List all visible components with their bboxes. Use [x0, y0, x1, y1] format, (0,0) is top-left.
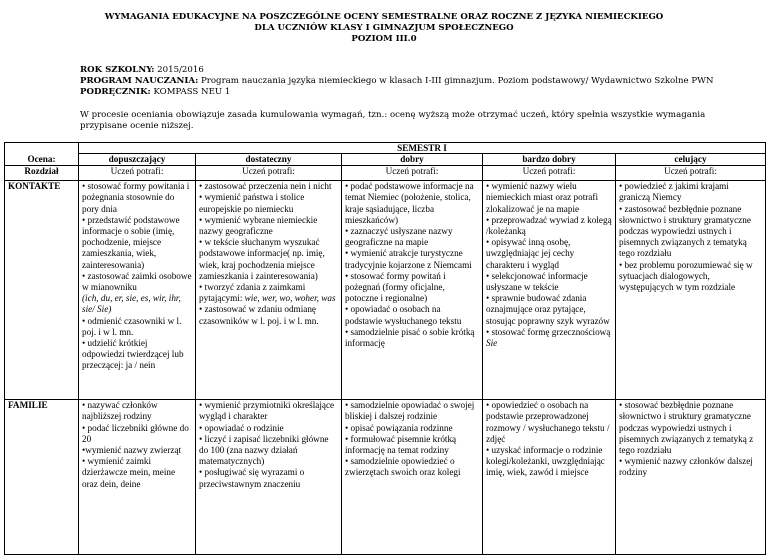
doc-title-line2: DLA UCZNIÓW KLASY I GIMNAZJUM SPOŁECZNEGO — [254, 23, 514, 33]
requirements-cell — [616, 400, 766, 555]
grade-header-label: Ocena: — [5, 143, 79, 166]
program-line — [80, 76, 713, 87]
requirements-text: • wymienić przymiotniki określające wygląd i charakter • opowiadać o rodzinie • liczyć i zapisać liczebniki główne do 100 (zna nazwy działań matematycznych) • posługiwać się wyrazami o przeciwstawnym znaczeniu — [199, 400, 335, 489]
requirements-text: • zastosować przeczenia nein i nicht • wymienić państwa i stolice europejskie po niemiecku • wymienić wybrane niemieckie nazwy geograficzne • w tekście słuchanym wyszukać podstawowe informacje( np. imię, wiek, kraj pochodzenia miejsce zamieszkania i zainteresowania) • tworzyć zdania z zaimkami pytającymi: — [199, 181, 332, 304]
grade-header-celujacy: celujący — [616, 154, 766, 166]
requirements-table — [4, 142, 766, 555]
table-row — [5, 181, 766, 400]
textbook-value: KOMPASS NEU 1 — [150, 87, 231, 97]
grade-header-bardzo-dobry: bardzo dobry — [483, 154, 616, 166]
sub-header: Uczeń potrafi: — [616, 166, 766, 181]
requirements-text: • stosować bezbłędnie poznane słownictwo i struktury gramatyczne podczas wypowiedzi ustnych i pisemnych związanych z tematyką z tego rozdziału • wymienić nazwy członków dalszej rodziny — [619, 400, 754, 478]
grade-header-dostateczny: dostateczny — [196, 154, 342, 166]
program-label: PROGRAM NAUCZANIA: — [80, 76, 199, 86]
program-value: Program nauczania języka niemieckiego w klasach I-III gimnazjum. Poziom podstawowy/ Wydawnictwo Szkolne PWN — [198, 76, 714, 86]
textbook-label: PODRĘCZNIK: — [80, 87, 151, 97]
sub-header: Uczeń potrafi: — [196, 166, 342, 181]
requirements-cell — [483, 181, 616, 400]
school-year-value: 2015/2016 — [154, 65, 204, 75]
chapter-header-label: Rozdział — [5, 166, 79, 181]
doc-title-line3: POZIOM III.0 — [351, 34, 417, 44]
requirements-italic: Sie — [486, 338, 498, 349]
requirements-cell — [342, 400, 483, 555]
school-year-line — [80, 65, 204, 76]
grade-header-dopuszczajacy: dopuszczający — [79, 154, 196, 166]
semester-header: SEMESTR I — [79, 143, 766, 154]
requirements-text: • powiedzieć z jakimi krajami graniczą Niemcy • zastosować bezbłędnie poznane słownictwo i struktury gramatyczne podczas wypowiedzi ustnych i pisemnych związanych z tematyką tego rozdziału • bez problemu porozumiewać się w sytuacjach dialogowych, występujących w tym rozdziale — [619, 181, 753, 293]
requirements-text: • opowiedzieć o osobach na podstawie przeprowadzonej rozmowy / wysłuchanego tekstu / zdjęć • uzyskać informacje o rodzinie kolegi/koleżanki, uwzględniając imię, wiek, zawód i miejsce — [486, 400, 610, 478]
chapter-name: KONTAKTE — [5, 181, 79, 400]
textbook-line — [80, 87, 230, 98]
requirements-cell — [196, 400, 342, 555]
requirements-text: • nazywać członków najbliższej rodziny • podać liczebniki główne do 20 •wymienić nazwy zwierząt • wymienić zaimki dzierżawcze mein, meine oraz dein, deine — [82, 400, 189, 489]
requirements-cell — [616, 181, 766, 400]
chapter-name: FAMILIE — [5, 400, 79, 555]
intro-paragraph: W procesie oceniania obowiązuje zasada kumulowania wymagań, tzn.: ocenę wyższą może otrzymać uczeń, który spełnia wszystkie wymagania przypisane ocenie niższej. — [80, 110, 706, 131]
requirements-text: • wymienić nazwy wielu niemieckich miast oraz potrafi zlokalizować je na mapie • przeprowadzać wywiad z kolegą /koleżanką • opisywać inną osobę, uwzględniając jej cechy charakteru i wygląd • selekcjonować informacje usłyszane w tekście • sprawnie budować zdania oznajmujące oraz pytające, stosując poprawny szyk wyrazów • stosować formę grzecznościową — [486, 181, 612, 337]
grade-header-dobry: dobry — [342, 154, 483, 166]
requirements-text: • stosować formy powitania i pożegnania stosownie do pory dnia • przedstawić podstawowe informacje o sobie (imię, pochodzenie, miejsce zamieszkania, wiek, zainteresowania) • zastosować zaimki osobowe w mianowniku — [82, 181, 192, 293]
sub-header: Uczeń potrafi: — [79, 166, 196, 181]
table-row — [5, 400, 766, 555]
requirements-italic: wie, wer, wo, woher, was — [244, 293, 336, 304]
requirements-cell — [483, 400, 616, 555]
requirements-text: • samodzielnie opowiadać o swojej bliskiej i dalszej rodzinie • opisać powiązania rodzinne • formułować pisemnie krótką informację na temat rodziny • samodzielnie opowiedzieć o zwierzętach swoich oraz kolegi — [345, 400, 475, 478]
sub-header: Uczeń potrafi: — [342, 166, 483, 181]
doc-title-line1: WYMAGANIA EDUKACYJNE NA POSZCZEGÓLNE OCENY SEMESTRALNE ORAZ ROCZNE Z JĘZYKA NIEMIECKIEGO — [104, 12, 664, 22]
requirements-text: • podać podstawowe informacje na temat Niemiec (położenie, stolica, kraje sąsiadujące, liczba mieszkańców) • zaznaczyć usłyszane nazwy geograficzne na mapie • wymienić atrakcje turystyczne tradycyjnie kojarzone z Niemcami • stosować formy powitań i pożegnań (formy oficjalne, potoczne i regionalne) • opowiadać o osobach na podstawie wysłuchanego tekstu • samodzielnie pisać o sobie krótką informację — [345, 181, 475, 349]
requirements-cell — [342, 181, 483, 400]
requirements-cell — [196, 181, 342, 400]
requirements-text: • zastosować w zdaniu odmianę czasowników w l. poj. i w l. mn. — [199, 304, 319, 326]
requirements-text: • odmienić czasowniki w l. poj. i w l. mn. • udzielić krótkiej odpowiedzi twierdzącej lub przeczącej: ja / nein — [82, 315, 184, 371]
requirements-cell — [79, 181, 196, 400]
sub-header: Uczeń potrafi: — [483, 166, 616, 181]
requirements-cell — [79, 400, 196, 555]
requirements-italic: (ich, du, er, sie, es, wir, ihr, sie/ Sie) — [82, 293, 181, 315]
school-year-label: ROK SZKOLNY: — [80, 65, 155, 75]
